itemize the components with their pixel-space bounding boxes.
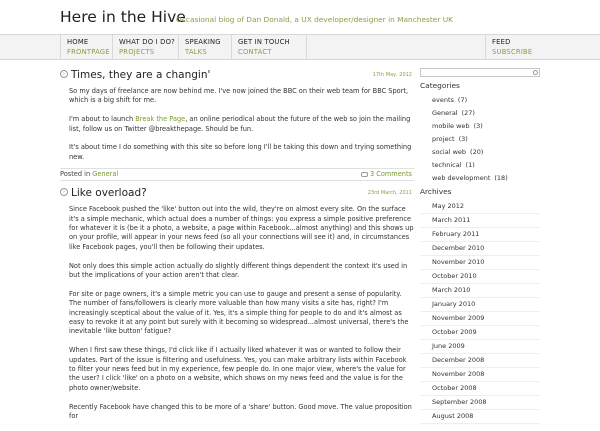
category-count: (18) bbox=[494, 174, 508, 182]
categories-title: Categories bbox=[420, 81, 460, 90]
post bbox=[60, 186, 414, 421]
site-title[interactable]: Here in the Hive bbox=[60, 8, 186, 26]
nav-label: HOME bbox=[67, 38, 89, 46]
archive-item[interactable]: May 2012 bbox=[420, 200, 540, 214]
post-paragraph: It's about time I do something with this site so before long I'll be taking this down and trying something new. bbox=[69, 143, 412, 161]
main-nav bbox=[0, 34, 600, 60]
category-link[interactable]: technical bbox=[432, 161, 462, 169]
nav-sublabel: CONTACT bbox=[238, 48, 272, 56]
category-item[interactable] bbox=[432, 133, 540, 146]
site-tagline: Occasional blog of Dan Donald, a UX developer/designer in Manchester UK bbox=[176, 15, 453, 24]
category-item[interactable] bbox=[432, 172, 540, 185]
category-count: (3) bbox=[473, 122, 483, 130]
post-paragraph: So my days of freelance are now behind me. I've now joined the BBC on their web team for BBC Sport, which is a big shift for me. bbox=[69, 87, 409, 105]
category-link[interactable]: General bbox=[432, 109, 458, 117]
nav-item-projects[interactable] bbox=[112, 35, 181, 59]
break-the-page-link[interactable]: Break the Page bbox=[135, 115, 186, 124]
nav-item-feed[interactable] bbox=[485, 35, 538, 59]
post bbox=[60, 68, 414, 181]
site-header bbox=[0, 0, 600, 34]
archive-item[interactable]: December 2008 bbox=[420, 354, 540, 368]
category-item[interactable] bbox=[432, 107, 540, 120]
comment-icon bbox=[361, 172, 368, 177]
post-paragraph: Not only does this simple action actually do slightly different things dependent the context it's used in but the implications of your action aren't that clear. bbox=[69, 261, 408, 280]
post-title bbox=[60, 68, 414, 82]
post-body bbox=[69, 205, 414, 421]
category-count: (1) bbox=[465, 161, 475, 169]
post-paragraph: For site or page owners, it's a simple metric you can use to gauge and present a sense of popularity. The number of fans/followers is clearly more valuable than how many visits a site has, right? I'm increasingly sceptical about the value of it. Yes, it's a simple thing for people to do and it's almost as easy to revoke it at any point but surely with it becoming so widespread...almost universal, there's the inevitable 'like button' fatigue? bbox=[69, 289, 409, 336]
archive-item[interactable]: August 2008 bbox=[420, 410, 540, 424]
nav-sublabel: SUBSCRIBE bbox=[492, 48, 533, 56]
post-date: 23rd March, 2011 bbox=[367, 190, 412, 197]
post-title bbox=[60, 186, 414, 200]
post-paragraph: Since Facebook pushed the 'like' button out into the wild, they're on almost every site. On the surface it's a simple mechanic, which actual does a number of things: you express a simple positive preference for whatever it is (be it a photo, a website, a page within Facebook...almost anything) and this shows up on your profile, will appear in your news feed (so all your connections will see it) and, in circumstances like Facebook pages, you'll then be following their updates. bbox=[69, 205, 414, 251]
post-paragraph bbox=[69, 115, 414, 134]
category-count: (20) bbox=[470, 148, 484, 156]
archive-item[interactable]: October 2009 bbox=[420, 326, 540, 340]
main-content bbox=[60, 68, 414, 431]
archive-item[interactable]: March 2011 bbox=[420, 214, 540, 228]
archives-title: Archives bbox=[420, 187, 452, 196]
nav-label: WHAT DO I DO? bbox=[119, 38, 175, 46]
archive-item[interactable]: January 2010 bbox=[420, 298, 540, 312]
text: I'm about to launch bbox=[69, 115, 136, 124]
category-item[interactable] bbox=[432, 159, 540, 172]
nav-sublabel: TALKS bbox=[185, 48, 207, 56]
archive-item[interactable]: October 2008 bbox=[420, 382, 540, 396]
comments-link[interactable] bbox=[361, 169, 412, 180]
archive-item[interactable]: March 2010 bbox=[420, 284, 540, 298]
category-count: (27) bbox=[461, 109, 475, 117]
category-link[interactable]: events bbox=[432, 96, 454, 104]
category-link[interactable]: web development bbox=[432, 174, 491, 182]
post-paragraph: When I first saw these things, I'd click like if I actually liked whatever it was or wanted to follow their updates. Part of the issue is filtering and usefulness. Yes, you can make arbitrary lists within Facebook to filter your news feed but in my experience, few people do. In one major view, where's the value for the user? I click 'like' on a photo on a website, which shows on my news feed and the value is for the photo owner/website. bbox=[69, 346, 407, 392]
archive-item[interactable]: June 2009 bbox=[420, 340, 540, 354]
archive-item[interactable]: February 2011 bbox=[420, 228, 540, 242]
archive-item[interactable]: October 2010 bbox=[420, 270, 540, 284]
post-title-link[interactable]: Times, they are a changin' bbox=[71, 69, 211, 81]
category-link[interactable]: social web bbox=[432, 148, 467, 156]
nav-sublabel: FRONTPAGE bbox=[67, 48, 110, 56]
category-link[interactable]: General bbox=[92, 170, 119, 179]
archives-list bbox=[420, 200, 540, 424]
categories-list bbox=[432, 94, 540, 185]
post-paragraph: Recently Facebook have changed this to be more of a 'share' button. Good move. The value proposition for bbox=[69, 402, 412, 421]
nav-label: GET IN TOUCH bbox=[238, 38, 290, 46]
archive-item[interactable]: November 2009 bbox=[420, 312, 540, 326]
nav-item-talks[interactable] bbox=[178, 35, 227, 59]
category-item[interactable] bbox=[432, 146, 540, 159]
nav-item-home[interactable] bbox=[60, 35, 116, 59]
archive-item[interactable]: November 2008 bbox=[420, 368, 540, 382]
search-input[interactable] bbox=[420, 68, 540, 77]
post-date: 17th May, 2012 bbox=[372, 72, 412, 78]
nav-label: SPEAKING bbox=[185, 38, 221, 46]
post-meta bbox=[60, 168, 414, 181]
category-link[interactable]: mobile web bbox=[432, 122, 470, 130]
nav-item-contact[interactable] bbox=[231, 35, 296, 59]
search-icon[interactable] bbox=[533, 70, 538, 75]
category-item[interactable] bbox=[432, 120, 540, 133]
text: , an online periodical about the future of the web so join the mailing list, follow us on Twitter @breakthepage. Should be fun. bbox=[69, 115, 411, 133]
nav-sublabel: PROJECTS bbox=[119, 48, 155, 56]
category-count: (7) bbox=[457, 96, 468, 104]
posted-in-label: Posted in bbox=[60, 170, 91, 179]
category-item[interactable] bbox=[432, 94, 540, 107]
comments-count: 3 Comments bbox=[369, 170, 412, 179]
arrow-circle-icon: › bbox=[60, 70, 68, 78]
category-link[interactable]: project bbox=[432, 135, 455, 143]
archive-item[interactable]: December 2010 bbox=[420, 242, 540, 256]
sidebar bbox=[420, 68, 540, 424]
arrow-circle-icon: › bbox=[60, 188, 68, 196]
category-count: (3) bbox=[458, 135, 468, 143]
archive-item[interactable]: September 2008 bbox=[420, 396, 540, 410]
post-body bbox=[69, 87, 414, 162]
archive-item[interactable]: November 2010 bbox=[420, 256, 540, 270]
nav-divider bbox=[306, 35, 307, 59]
post-title-link[interactable]: Like overload? bbox=[71, 187, 147, 200]
nav-label: FEED bbox=[492, 38, 511, 46]
